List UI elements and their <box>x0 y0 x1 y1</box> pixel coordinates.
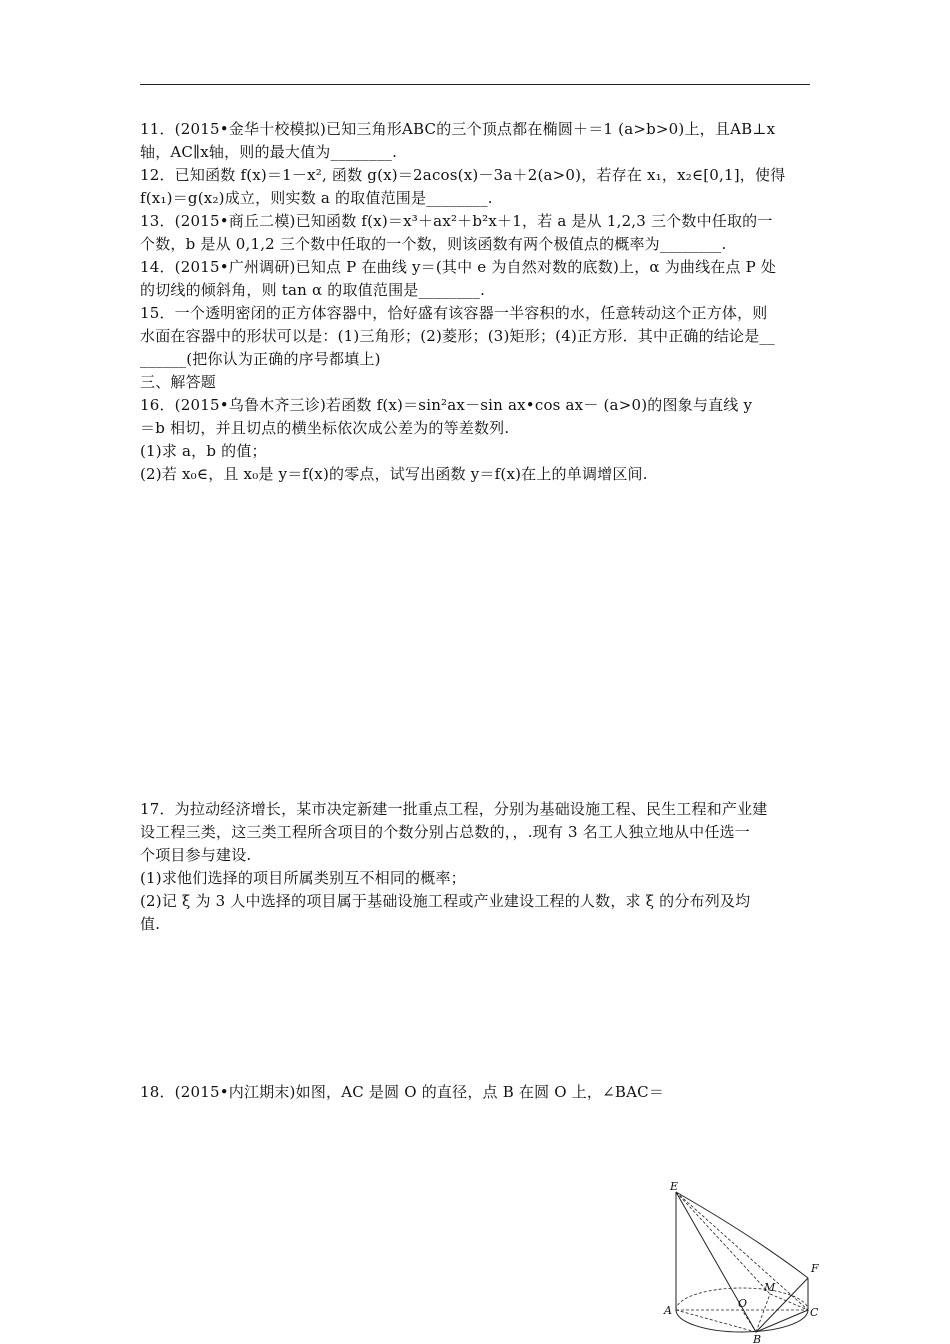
point-label-f: F <box>811 1262 819 1275</box>
point-label-b: B <box>753 1333 762 1344</box>
point-label-m: M <box>764 1281 776 1294</box>
header-rule <box>140 84 810 85</box>
geometry-figure <box>658 1176 828 1344</box>
problem-15 <box>140 302 810 371</box>
cylinder-diagram <box>658 1176 828 1344</box>
problem-line: (1)求 a，b 的值； <box>140 442 267 460</box>
problem-line: 个数，b 是从 0,1,2 三个数中任取的一个数，则该函数有两个极值点的概率为________. <box>140 235 727 253</box>
problem-13 <box>140 210 810 256</box>
problem-line: 16．(2015•乌鲁木齐三诊)若函数 f(x)＝sin²ax－sin ax•cos ax－ (a>0)的图象与直线 y <box>140 396 753 414</box>
problem-line: 水面在容器中的形状可以是：(1)三角形；(2)菱形；(3)矩形；(4)正方形．其中正确的结论是__ <box>140 327 775 345</box>
problem-line: 的切线的倾斜角，则 tan α 的取值范围是________. <box>140 281 486 299</box>
problem-line: (1)求他们选择的项目所属类别互不相同的概率； <box>140 869 466 887</box>
point-label-c: C <box>810 1306 819 1319</box>
point-label-a: A <box>664 1304 672 1317</box>
problem-line: 设工程三类，这三类工程所含项目的个数分别占总数的，，.现有 3 名工人独立地从中任选一 <box>140 823 750 841</box>
problem-line: f(x₁)＝g(x₂)成立，则实数 a 的取值范围是________. <box>140 189 493 207</box>
problem-line: 值. <box>140 915 161 933</box>
problem-line: 18．(2015•内江期末)如图，AC 是圆 O 的直径，点 B 在圆 O 上，∠BAC＝ <box>140 1083 665 1101</box>
document-body <box>140 118 810 1104</box>
answer-space <box>140 936 810 1081</box>
problem-line: ______(把你认为正确的序号都填上) <box>140 350 381 368</box>
problem-line: 15．一个透明密闭的正方体容器中，恰好盛有该容器一半容积的水，任意转动这个正方体，则 <box>140 304 768 322</box>
problem-12 <box>140 164 810 210</box>
problem-line: 轴，AC∥x轴，则的最大值为________. <box>140 143 398 161</box>
problem-line: 12．已知函数 f(x)＝1－x², 函数 g(x)＝2acos(x)－3a＋2(a>0)，若存在 x₁，x₂∈[0,1]，使得 <box>140 166 786 184</box>
problem-line: 11．(2015•金华十校模拟)已知三角形ABC的三个顶点都在椭圆＋＝1 (a>b>0)上，且AB⊥x <box>140 120 776 138</box>
problem-16 <box>140 394 810 486</box>
problem-18 <box>140 1081 810 1104</box>
point-label-o: O <box>738 1297 748 1310</box>
problem-line: 个项目参与建设. <box>140 846 252 864</box>
problem-line: 13．(2015•商丘二模)已知函数 f(x)＝x³＋ax²＋b²x＋1，若 a 是从 1,2,3 三个数中任取的一 <box>140 212 773 230</box>
problem-line: (2)若 x₀∈，且 x₀是 y＝f(x)的零点，试写出函数 y＝f(x)在上的单调增区间. <box>140 465 648 483</box>
problem-17 <box>140 798 810 936</box>
problem-line: 17．为拉动经济增长，某市决定新建一批重点工程，分别为基础设施工程、民生工程和产业建 <box>140 800 768 818</box>
point-label-e: E <box>670 1180 679 1193</box>
section-heading: 三、解答题 <box>140 373 217 391</box>
problem-line: ＝b 相切，并且切点的横坐标依次成公差为的等差数列. <box>140 419 510 437</box>
answer-space <box>140 486 810 798</box>
problem-14 <box>140 256 810 302</box>
problem-line: (2)记 ξ 为 3 人中选择的项目属于基础设施工程或产业建设工程的人数，求 ξ 的分布列及均 <box>140 892 751 910</box>
problem-11 <box>140 118 810 164</box>
problem-line: 14．(2015•广州调研)已知点 P 在曲线 y＝(其中 e 为自然对数的底数)上，α 为曲线在点 P 处 <box>140 258 777 276</box>
